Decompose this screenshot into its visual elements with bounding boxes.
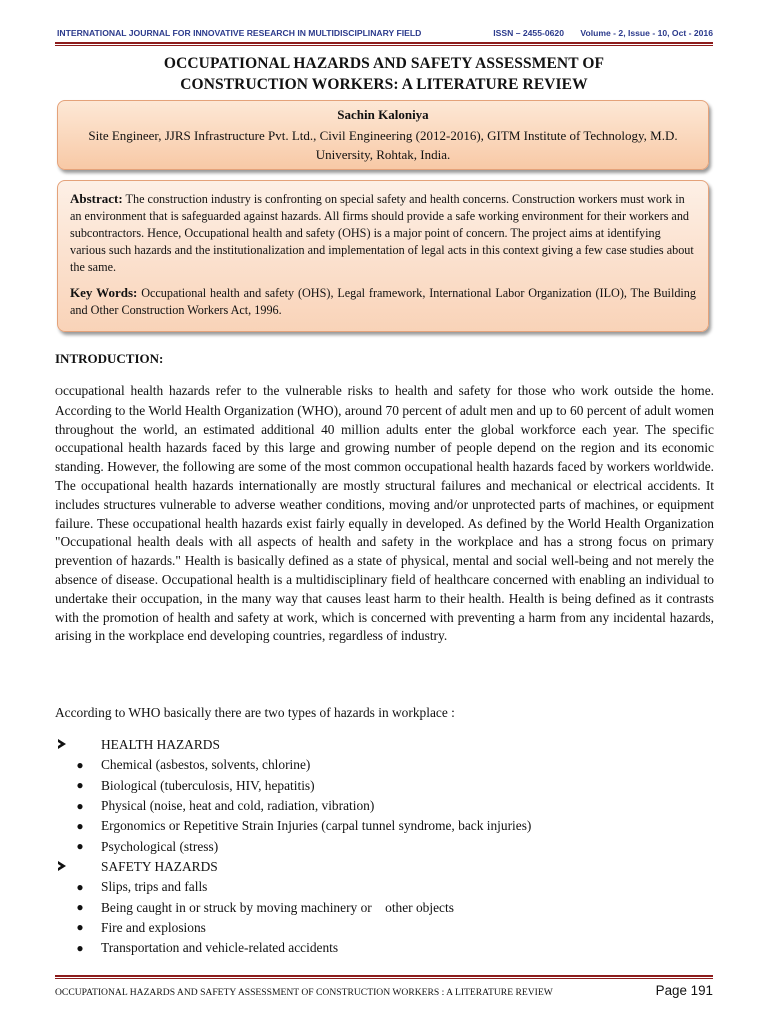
page-number: Page 191 <box>655 983 713 998</box>
list-item: ● Being caught in or struck by moving machinery or other objects <box>55 897 715 917</box>
safety-hazards-heading: SAFETY HAZARDS <box>55 857 715 877</box>
bullet-icon: ● <box>76 778 84 793</box>
journal-name: INTERNATIONAL JOURNAL FOR INNOVATIVE RESEARCH IN MULTIDISCIPLINARY FIELD <box>57 28 422 38</box>
header-rule <box>55 42 713 44</box>
introduction-paragraph <box>55 382 714 646</box>
health-hazards-heading: HEALTH HAZARDS <box>55 735 715 755</box>
abstract-label: Abstract: <box>70 191 123 206</box>
list-item: ● Fire and explosions <box>55 918 715 938</box>
introduction-heading: INTRODUCTION: <box>55 351 164 366</box>
list-item: ● Psychological (stress) <box>55 836 715 856</box>
volume-issue: Volume - 2, Issue - 10, Oct - 2016 <box>580 28 713 38</box>
list-item: ● Slips, trips and falls <box>55 877 715 897</box>
bullet-icon: ● <box>76 757 84 772</box>
list-item: ● Ergonomics or Repetitive Strain Injuries (carpal tunnel syndrome, back injuries) <box>55 816 715 836</box>
list-item: ● Chemical (asbestos, solvents, chlorine) <box>55 755 715 775</box>
issn: ISSN – 2455-0620 <box>493 28 564 38</box>
arrow-bullet-icon <box>58 739 66 749</box>
arrow-bullet-icon <box>58 861 66 871</box>
paper-title <box>55 53 713 95</box>
title-line-1: OCCUPATIONAL HAZARDS AND SAFETY ASSESSMENT OF <box>163 55 605 72</box>
intro-lead-letter: O <box>55 386 63 398</box>
footer-rule-thin <box>55 978 713 979</box>
hazard-list <box>55 735 715 958</box>
bullet-icon: ● <box>76 798 84 813</box>
running-title: OCCUPATIONAL HAZARDS AND SAFETY ASSESSMENT OF CONSTRUCTION WORKERS : A LITERATURE REVIEW <box>55 987 553 998</box>
footer-rule <box>55 975 713 977</box>
author-name: Sachin Kaloniya <box>337 107 429 122</box>
author-affiliation: Site Engineer, JJRS Infrastructure Pvt. Ltd., Civil Engineering (2012-2016), GITM Institute of Technology, M.D. University, Rohtak, India. <box>88 128 678 162</box>
header-rule-thin <box>55 45 713 46</box>
author-box <box>57 100 709 170</box>
list-item: ● Physical (noise, heat and cold, radiation, vibration) <box>55 796 715 816</box>
keywords-text: Occupational health and safety (OHS), Legal framework, International Labor Organization (ILO), The Building and Other Construction Workers Act, 1996. <box>70 286 696 317</box>
abstract <box>70 190 696 276</box>
keywords <box>70 284 696 319</box>
list-item: ● Biological (tuberculosis, HIV, hepatitis) <box>55 776 715 796</box>
bullet-icon: ● <box>76 900 84 915</box>
who-hazard-types: According to WHO basically there are two types of hazards in workplace : <box>55 705 455 720</box>
bullet-icon: ● <box>76 920 84 935</box>
abstract-text: The construction industry is confronting on special safety and health concerns. Construction workers must work in an environment that is safeguarded against hazards. All firms should provide a safe working environment for their workers and subcontractors. Hence, Occupational health and safety (OHS) is a major point of concern. The project aims at identifying various such hazards and the institutionalization and implementation of legal acts in this context giving a few case studies about the same. <box>70 192 694 274</box>
title-line-2: CONSTRUCTION WORKERS: A LITERATURE REVIEW <box>180 76 588 93</box>
intro-body: ccupational health hazards refer to the vulnerable risks to health and safety for those who work outside the home. According to the World Health Organization (WHO), around 70 percent of adult men and up to 60 percent of adult women throughout the world, an estimated additional 40 million adults enter the global workforce each year. The specific occupational health hazards faced by this large and growing number of people depend on the region and its economic standing. However, the following are some of the most common occupational health hazards faced by workers worldwide. The occupational health hazards internationally are mostly structural failures and mechanical or electrical accidents. It includes structures vulnerable to adverse weather conditions, moving and/or unprotected parts of machines, or equipment failure. These occupational health hazards exist fairly equally in developed. As defined by the World Health Organization "Occupational health deals with all aspects of health and safety in the workplace and has a strong focus on primary prevention of hazards." Health is basically defined as a state of physical, mental and social well-being and not merely the absence of disease. Occupational health is a multidisciplinary field of healthcare concerned with enabling an individual to undertake their occupation, in the many way that causes least harm to their health. Health is being defined as it contrasts with the promotion of health and safety at work, which is concerned with preventing a harm from any incidental hazards, arising in the workplace end developing countries, regardless of industry. <box>55 383 714 644</box>
bullet-icon: ● <box>76 839 84 854</box>
list-item: ● Transportation and vehicle-related accidents <box>55 938 715 958</box>
journal-header <box>57 28 713 38</box>
keywords-label: Key Words: <box>70 285 138 300</box>
bullet-icon: ● <box>76 879 84 894</box>
bullet-icon: ● <box>76 940 84 955</box>
bullet-icon: ● <box>76 818 84 833</box>
abstract-box <box>57 180 709 332</box>
